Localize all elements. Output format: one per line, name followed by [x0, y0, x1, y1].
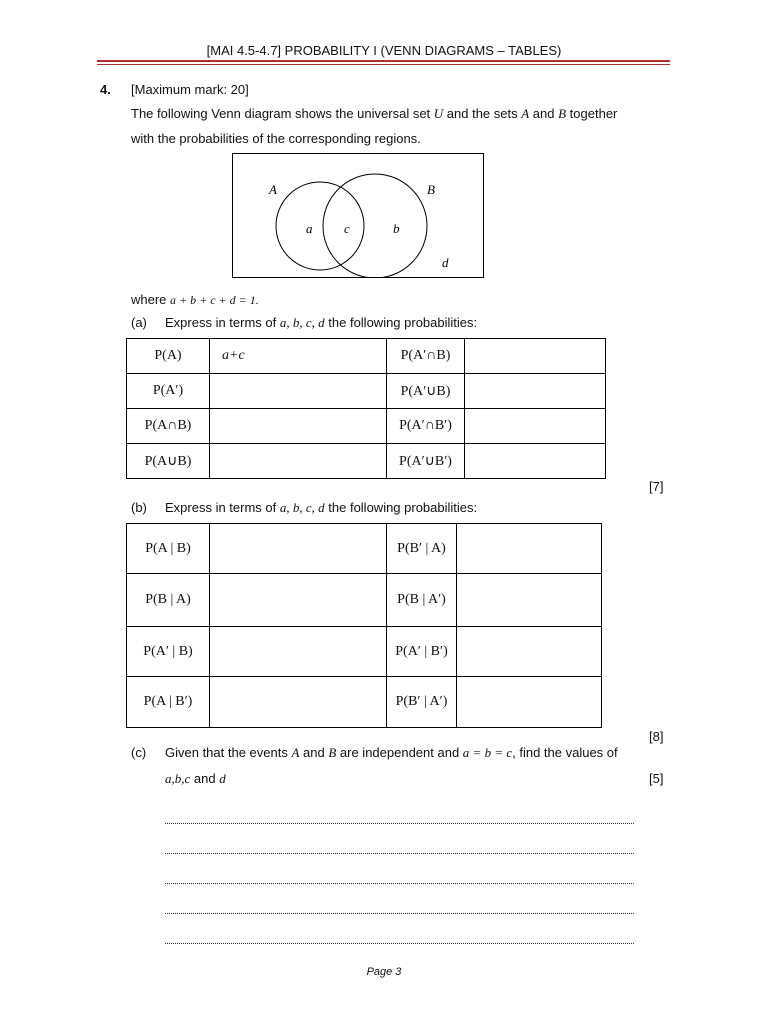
part-a-answer-cell[interactable]: a+c	[210, 339, 387, 374]
part-c-marks: [5]	[649, 771, 664, 786]
part-a-row	[127, 409, 606, 444]
part-b-answer-cell[interactable]	[210, 677, 387, 728]
part-b-label-cell: P(A | B′)	[127, 677, 210, 728]
answer-line[interactable]	[165, 823, 634, 824]
intro-text-pre: The following Venn diagram shows the universal set	[131, 106, 434, 121]
part-b-answer-cell[interactable]	[210, 627, 387, 677]
part-b-label-cell: P(A′ | B′)	[387, 627, 457, 677]
part-c-text-4: , find the values of	[512, 745, 618, 760]
part-a-label-cell: P(A∩B)	[127, 409, 210, 444]
part-a-answer-cell[interactable]	[210, 374, 387, 409]
part-b-label-cell: P(A′ | B)	[127, 627, 210, 677]
part-a-label-cell: P(A′∩B′)	[387, 409, 465, 444]
part-a-answer-cell[interactable]	[465, 374, 606, 409]
part-c-event-a: A	[291, 745, 300, 760]
part-a-row	[127, 339, 606, 374]
where-equation: a + b + c + d = 1.	[170, 293, 259, 307]
part-a-text-post: the following probabilities:	[324, 315, 478, 330]
intro-line-2: with the probabilities of the corresponding regions.	[131, 131, 421, 146]
circle-b	[323, 174, 427, 277]
answer-line[interactable]	[165, 853, 634, 854]
set-b: B	[558, 106, 567, 121]
part-a-answer-cell[interactable]	[210, 409, 387, 444]
question-number: 4.	[100, 82, 111, 97]
venn-label-a: A	[269, 182, 277, 197]
max-mark: [Maximum mark: 20]	[131, 82, 249, 97]
part-c-var-d: d	[219, 771, 226, 786]
part-a-prompt	[165, 315, 477, 331]
part-b-row	[127, 574, 602, 627]
part-b-label-cell: P(A | B)	[127, 524, 210, 574]
part-c-condition: a = b = c	[462, 745, 513, 760]
part-c-prompt-line-2	[165, 771, 226, 787]
venn-label-b: B	[427, 182, 435, 197]
part-b-label-cell: P(B | A′)	[387, 574, 457, 627]
answer-line[interactable]	[165, 913, 634, 914]
part-a-label-cell: P(A′)	[127, 374, 210, 409]
intro-line-1	[131, 106, 617, 122]
answer-line[interactable]	[165, 943, 634, 944]
part-b-answer-cell[interactable]	[457, 574, 602, 627]
part-a-text-pre: Express in terms of	[165, 315, 280, 330]
venn-region-a: a	[306, 221, 313, 236]
part-a-label: (a)	[131, 315, 147, 330]
part-a-label-cell: P(A)	[127, 339, 210, 374]
venn-diagram	[232, 153, 484, 278]
part-b-answer-cell[interactable]	[457, 627, 602, 677]
set-u: U	[433, 106, 444, 121]
part-a-row	[127, 444, 606, 479]
part-a-answer-cell[interactable]	[465, 409, 606, 444]
part-b-answer-cell[interactable]	[210, 524, 387, 574]
set-a: A	[521, 106, 530, 121]
part-a-marks: [7]	[649, 479, 664, 494]
part-b-answer-cell[interactable]	[210, 574, 387, 627]
part-b-label-cell: P(B′ | A)	[387, 524, 457, 574]
part-b-prompt	[165, 500, 477, 516]
venn-region-b: b	[393, 221, 400, 236]
part-a-table	[126, 338, 606, 479]
part-c-event-b: B	[328, 745, 337, 760]
part-c-text-3: are independent and	[336, 745, 463, 760]
intro-text-post: together	[566, 106, 618, 121]
part-c-text-2: and	[299, 745, 329, 760]
part-c-prompt-line-1	[165, 745, 618, 761]
part-b-answer-cell[interactable]	[457, 524, 602, 574]
where-label: where	[131, 292, 171, 307]
part-b-answer-cell[interactable]	[457, 677, 602, 728]
part-b-label-cell: P(B | A)	[127, 574, 210, 627]
part-a-row	[127, 374, 606, 409]
page-number: Page 3	[366, 966, 402, 978]
part-a-answer-cell[interactable]	[465, 444, 606, 479]
part-a-label-cell: P(A′∪B)	[387, 374, 465, 409]
part-b-label: (b)	[131, 500, 147, 515]
venn-region-d: d	[442, 255, 449, 270]
part-c-vars: a,b,c	[165, 771, 191, 786]
page-header-title: [MAI 4.5-4.7] PROBABILITY I (VENN DIAGRAMS – TABLES)	[206, 43, 562, 58]
part-a-label-cell: P(A′∩B)	[387, 339, 465, 374]
part-a-vars: a, b, c, d	[279, 315, 325, 330]
part-b-row	[127, 677, 602, 728]
part-b-row	[127, 627, 602, 677]
circle-a	[276, 182, 364, 270]
header-rule-thick	[97, 60, 670, 62]
part-c-label: (c)	[131, 745, 147, 760]
part-c-text-5: and	[190, 771, 220, 786]
part-b-row	[127, 524, 602, 574]
intro-text-mid: and the sets	[443, 106, 522, 121]
part-c-text-1: Given that the events	[165, 745, 292, 760]
part-a-label-cell: P(A′∪B′)	[387, 444, 465, 479]
part-b-vars: a, b, c, d	[279, 500, 325, 515]
answer-line[interactable]	[165, 883, 634, 884]
part-b-table	[126, 523, 602, 728]
part-a-label-cell: P(A∪B)	[127, 444, 210, 479]
part-a-answer-cell[interactable]	[210, 444, 387, 479]
part-b-label-cell: P(B′ | A′)	[387, 677, 457, 728]
header-rule-thin	[97, 64, 670, 65]
part-b-text-post: the following probabilities:	[324, 500, 478, 515]
venn-svg	[233, 154, 483, 277]
venn-region-c: c	[344, 221, 350, 236]
part-b-text-pre: Express in terms of	[165, 500, 280, 515]
intro-and: and	[529, 106, 559, 121]
part-b-marks: [8]	[649, 729, 664, 744]
where-line	[131, 292, 259, 308]
part-a-answer-cell[interactable]	[465, 339, 606, 374]
